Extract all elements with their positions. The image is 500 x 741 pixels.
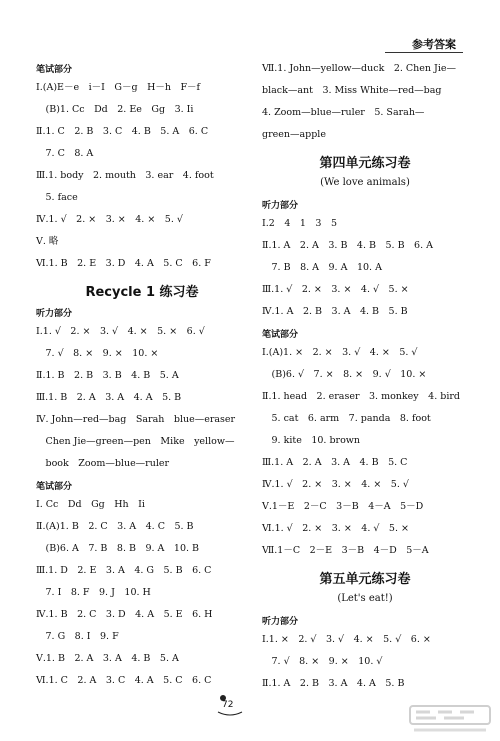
section-heading-written: 笔试部分: [36, 65, 73, 75]
answer-line: Ⅴ.1－E 2－C 3－B 4－A 5－D: [262, 501, 424, 512]
answer-line: Ⅲ.1. D 2. E 3. A 4. G 5. B 6. C: [36, 565, 212, 576]
section-heading-listening: 听力部分: [262, 201, 299, 211]
answer-line: Ⅰ.(A)1. × 2. × 3. √ 4. × 5. √: [262, 347, 418, 358]
section-heading-listening: 听力部分: [36, 309, 73, 319]
answer-line: Ⅵ.1. C 2. A 3. C 4. A 5. C 6. C: [36, 675, 212, 686]
answer-line: 7. G 8. I 9. F: [36, 631, 119, 642]
section-heading-listening: 听力部分: [262, 617, 299, 627]
page-number: 72: [222, 700, 234, 710]
answer-line: Ⅴ.1. B 2. A 3. A 4. B 5. A: [36, 653, 179, 664]
section-heading-written: 笔试部分: [262, 330, 299, 340]
left-column: [36, 62, 248, 696]
answer-line: Ⅳ.1. √ 2. × 3. × 4. × 5. √: [262, 479, 409, 490]
answer-line: green—apple: [262, 129, 326, 140]
answer-line: Ⅰ.(A)E－e i－I G－g H－h F－f: [36, 82, 201, 93]
answer-line: Ⅲ.1. A 2. A 3. A 4. B 5. C: [262, 457, 408, 468]
unit4-written-section: [262, 327, 468, 566]
unit5-title: 第五单元练习卷: [319, 572, 411, 587]
answer-line: 7. C 8. A: [36, 148, 94, 159]
answer-line: 9. kite 10. brown: [262, 435, 361, 446]
answer-line: (B)6. √ 7. × 8. × 9. √ 10. ×: [262, 369, 427, 380]
answer-line: 7. B 8. A 9. A 10. A: [262, 262, 382, 273]
answer-line: Ⅲ.1. body 2. mouth 3. ear 4. foot: [36, 170, 214, 181]
answer-line: Ⅴ. 略: [36, 236, 59, 247]
header-rule: [385, 52, 463, 53]
recycle-listening-section: [36, 306, 248, 479]
answer-line: 5. face: [36, 192, 78, 203]
answer-line: Ⅳ.1. B 2. C 3. D 4. A 5. E 6. H: [36, 609, 213, 620]
answer-line: Ⅱ.1. B 2. B 3. B 4. B 5. A: [36, 370, 179, 381]
unit5-subtitle: (Let's eat!): [337, 593, 393, 604]
answer-line: Ⅳ. John—red—bag Sarah blue—eraser: [36, 414, 236, 425]
answer-line: Ⅱ.1. C 2. B 3. C 4. B 5. A 6. C: [36, 126, 209, 137]
watermark-logo-icon: [408, 704, 492, 736]
answer-line: Ⅱ.1. head 2. eraser 3. monkey 4. bird: [262, 391, 460, 402]
recycle-title: Recycle 1 练习卷: [85, 285, 199, 300]
answer-line: Ⅰ.2 4 1 3 5: [262, 218, 337, 229]
answer-line: 7. √ 8. × 9. × 10. √: [262, 656, 383, 667]
answer-line: (B)1. Cc Dd 2. Ee Gg 3. Ii: [36, 104, 194, 115]
page-header-title: 参考答案: [412, 38, 456, 51]
unit3-written-section: [36, 62, 248, 279]
answer-line: book Zoom—blue—ruler: [36, 458, 170, 469]
answer-line: 7. √ 8. × 9. × 10. ×: [36, 348, 159, 359]
unit5-listening-section: [262, 614, 468, 699]
section-heading-written: 笔试部分: [36, 482, 73, 492]
answer-line: Ⅱ.1. A 2. A 3. B 4. B 5. B 6. A: [262, 240, 434, 251]
unit4-title: 第四单元练习卷: [319, 156, 411, 171]
answer-line: Ⅵ.1. B 2. E 3. D 4. A 5. C 6. F: [36, 258, 211, 269]
answer-line: Ⅰ.1. × 2. √ 3. √ 4. × 5. √ 6. ×: [262, 634, 431, 645]
answer-line: Ⅲ.1. B 2. A 3. A 4. A 5. B: [36, 392, 182, 403]
unit4-listening-section: [262, 198, 468, 327]
answer-line: Ⅱ.1. A 2. B 3. A 4. A 5. B: [262, 678, 405, 689]
answer-line: Ⅳ.1. A 2. B 3. A 4. B 5. B: [262, 306, 408, 317]
answer-line: (B)6. A 7. B 8. B 9. A 10. B: [36, 543, 200, 554]
answer-line: black—ant 3. Miss White—red—bag: [262, 85, 442, 96]
answer-line: Ⅲ.1. √ 2. × 3. × 4. √ 5. ×: [262, 284, 409, 295]
answer-line: Ⅳ.1. √ 2. × 3. × 4. × 5. √: [36, 214, 183, 225]
answer-line: 4. Zoom—blue—ruler 5. Sarah—: [262, 107, 425, 118]
answer-line: Ⅰ.1. √ 2. × 3. √ 4. × 5. × 6. √: [36, 326, 205, 337]
answer-line: Ⅱ.(A)1. B 2. C 3. A 4. C 5. B: [36, 521, 194, 532]
answer-line: Ⅰ. Cc Dd Gg Hh Ii: [36, 499, 145, 510]
unit4-subtitle: (We love animals): [320, 177, 410, 188]
recycle-section-vii: [262, 62, 468, 150]
right-column: [262, 62, 468, 699]
answer-line: 7. I 8. F 9. J 10. H: [36, 587, 151, 598]
answer-line: 5. cat 6. arm 7. panda 8. foot: [262, 413, 431, 424]
answer-line: Ⅶ.1－C 2－E 3－B 4－D 5－A: [262, 545, 429, 556]
answer-line: Ⅶ.1. John—yellow—duck 2. Chen Jie—: [262, 63, 457, 74]
answer-line: Ⅵ.1. √ 2. × 3. × 4. √ 5. ×: [262, 523, 409, 534]
recycle-written-section: [36, 479, 248, 696]
answer-line: Chen Jie—green—pen Mike yellow—: [36, 436, 235, 447]
